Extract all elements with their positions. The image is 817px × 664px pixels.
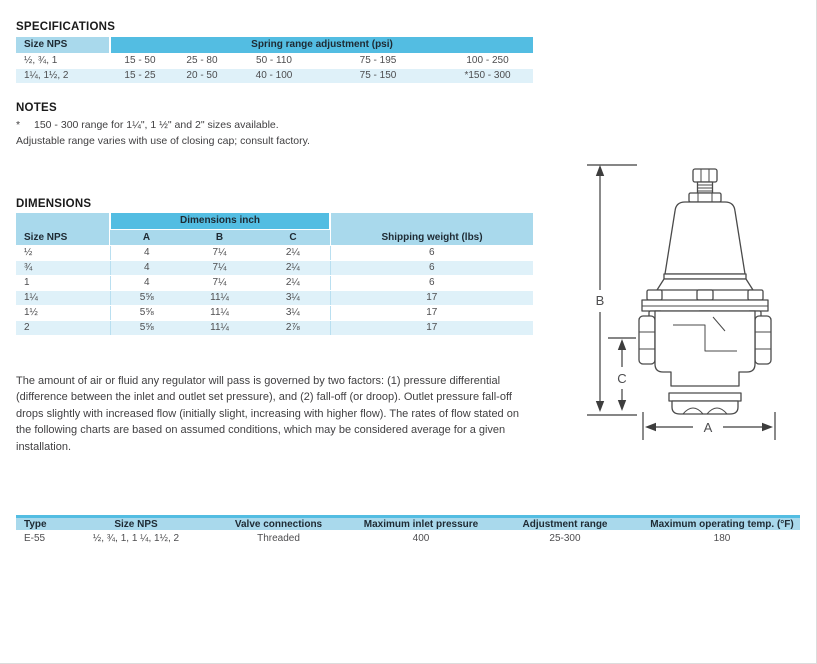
spec-range-cell: 20 - 50 xyxy=(170,68,234,83)
dimension-label-a: A xyxy=(703,420,713,435)
dims-row xyxy=(16,320,533,335)
dims-b-cell: 11¼ xyxy=(183,320,256,335)
dims-b-cell: 7¼ xyxy=(183,245,256,260)
summary-inlet-header: Maximum inlet pressure xyxy=(356,517,486,531)
dimensions-heading: DIMENSIONS xyxy=(16,198,92,210)
dims-a-cell: 5⅝ xyxy=(110,305,183,320)
dims-a-cell: 5⅝ xyxy=(110,320,183,335)
adjustment-bolt xyxy=(693,169,717,182)
summary-temp-cell: 180 xyxy=(644,531,800,547)
dims-size-cell: 1½ xyxy=(16,305,110,320)
dims-row xyxy=(16,260,533,275)
dims-weight-header: Shipping weight (lbs) xyxy=(330,213,533,245)
dims-row xyxy=(16,305,533,320)
bottom-cap-band xyxy=(669,393,741,401)
dims-weight-cell: 6 xyxy=(330,275,533,290)
summary-size-cell: ½, ¾, 1, 1 ¼, 1½, 2 xyxy=(71,531,201,547)
summary-adjustment-header: Adjustment range xyxy=(486,517,644,531)
dims-weight-cell: 17 xyxy=(330,320,533,335)
spec-spring-header: Spring range adjustment (psi) xyxy=(110,37,533,53)
dims-b-cell: 7¼ xyxy=(183,260,256,275)
spec-row xyxy=(16,68,533,83)
dims-row xyxy=(16,245,533,260)
note-line xyxy=(16,117,310,133)
dims-a-cell: 4 xyxy=(110,245,183,260)
spec-range-cell: 25 - 80 xyxy=(170,53,234,68)
note-asterisk: * xyxy=(16,119,21,131)
spec-range-cell: 75 - 150 xyxy=(314,68,442,83)
dims-weight-cell: 6 xyxy=(330,260,533,275)
flow-description-paragraph: The amount of air or fluid any regulator will pass is governed by two factors: (1) pressure differential (difference between the inlet and outlet set pressure), and (2) fall-off (or droop). Outlet pressure fall-off drops slightly with increased flow (initially slight, increasing with higher flow). The rates of flow stated on the following charts are based on assumed conditions, which may be considered average for a given installation. xyxy=(16,375,519,453)
dims-size-cell: 1¼ xyxy=(16,290,110,305)
dims-a-cell: 5⅝ xyxy=(110,290,183,305)
dims-size-cell: ¾ xyxy=(16,260,110,275)
dims-col-a-header: A xyxy=(110,229,183,245)
summary-type-header: Type xyxy=(16,517,71,531)
notes-heading: NOTES xyxy=(16,102,57,114)
specifications-table xyxy=(16,37,533,84)
summary-adjustment-cell: 25-300 xyxy=(486,531,644,547)
dims-weight-cell: 17 xyxy=(330,290,533,305)
dims-group-header: Dimensions inch xyxy=(110,213,330,229)
spec-range-cell: 50 - 110 xyxy=(234,53,314,68)
spec-range-cell: 15 - 25 xyxy=(110,68,170,83)
spec-header-row xyxy=(16,37,533,53)
note-line xyxy=(16,133,310,149)
dims-c-cell: 3¼ xyxy=(256,305,330,320)
summary-header-row xyxy=(16,517,800,531)
summary-connections-header: Valve connections xyxy=(201,517,356,531)
dims-b-cell: 7¼ xyxy=(183,275,256,290)
summary-row xyxy=(16,531,800,547)
locknut xyxy=(689,193,721,202)
outlet-port xyxy=(755,316,771,364)
dims-c-cell: 3¼ xyxy=(256,290,330,305)
dims-weight-cell: 6 xyxy=(330,245,533,260)
dims-a-cell: 4 xyxy=(110,260,183,275)
dims-c-cell: 2¼ xyxy=(256,260,330,275)
dimension-label-c: C xyxy=(617,371,627,386)
dims-weight-cell: 17 xyxy=(330,305,533,320)
spec-size-cell: ½, ¾, 1 xyxy=(16,53,110,68)
specifications-heading: SPECIFICATIONS xyxy=(16,21,116,33)
dims-size-header: Size NPS xyxy=(16,213,110,245)
bottom-cap xyxy=(672,401,738,414)
spec-range-cell: *150 - 300 xyxy=(442,68,533,83)
dims-col-b-header: B xyxy=(183,229,256,245)
summary-size-header: Size NPS xyxy=(71,517,201,531)
dims-c-cell: 2¼ xyxy=(256,275,330,290)
dims-c-cell: 2⅞ xyxy=(256,320,330,335)
note-text: 150 - 300 range for 1¼", 1 ½" and 2" sizes available. xyxy=(34,119,279,131)
dims-col-c-header: C xyxy=(256,229,330,245)
dimensions-table xyxy=(16,213,533,336)
notes-block xyxy=(16,117,310,149)
dims-size-cell: 2 xyxy=(16,320,110,335)
dims-group-header-row xyxy=(16,213,533,229)
spec-size-cell: 1¼, 1½, 2 xyxy=(16,68,110,83)
spring-housing xyxy=(665,202,745,274)
dims-b-cell: 11¼ xyxy=(183,305,256,320)
valve-drawing xyxy=(639,169,771,414)
summary-connections-cell: Threaded xyxy=(201,531,356,547)
dims-size-cell: ½ xyxy=(16,245,110,260)
dimension-label-b: B xyxy=(595,293,605,308)
dims-row xyxy=(16,290,533,305)
dims-row xyxy=(16,275,533,290)
dims-b-cell: 11¼ xyxy=(183,290,256,305)
summary-type-cell: E-55 xyxy=(16,531,71,547)
note-text: Adjustable range varies with use of closing cap; consult factory. xyxy=(16,135,310,147)
spec-size-header: Size NPS xyxy=(16,37,110,53)
spec-range-cell: 15 - 50 xyxy=(110,53,170,68)
spec-range-cell: 75 - 195 xyxy=(314,53,442,68)
valve-dimension-diagram xyxy=(585,155,790,450)
dims-a-cell: 4 xyxy=(110,275,183,290)
dims-size-cell: 1 xyxy=(16,275,110,290)
summary-temp-header: Maximum operating temp. (°F) xyxy=(644,517,800,531)
dims-c-cell: 2¼ xyxy=(256,245,330,260)
summary-inlet-cell: 400 xyxy=(356,531,486,547)
inlet-port xyxy=(639,316,655,364)
spec-range-cell: 100 - 250 xyxy=(442,53,533,68)
summary-table xyxy=(16,515,800,547)
spec-row xyxy=(16,53,533,68)
spec-range-cell: 40 - 100 xyxy=(234,68,314,83)
